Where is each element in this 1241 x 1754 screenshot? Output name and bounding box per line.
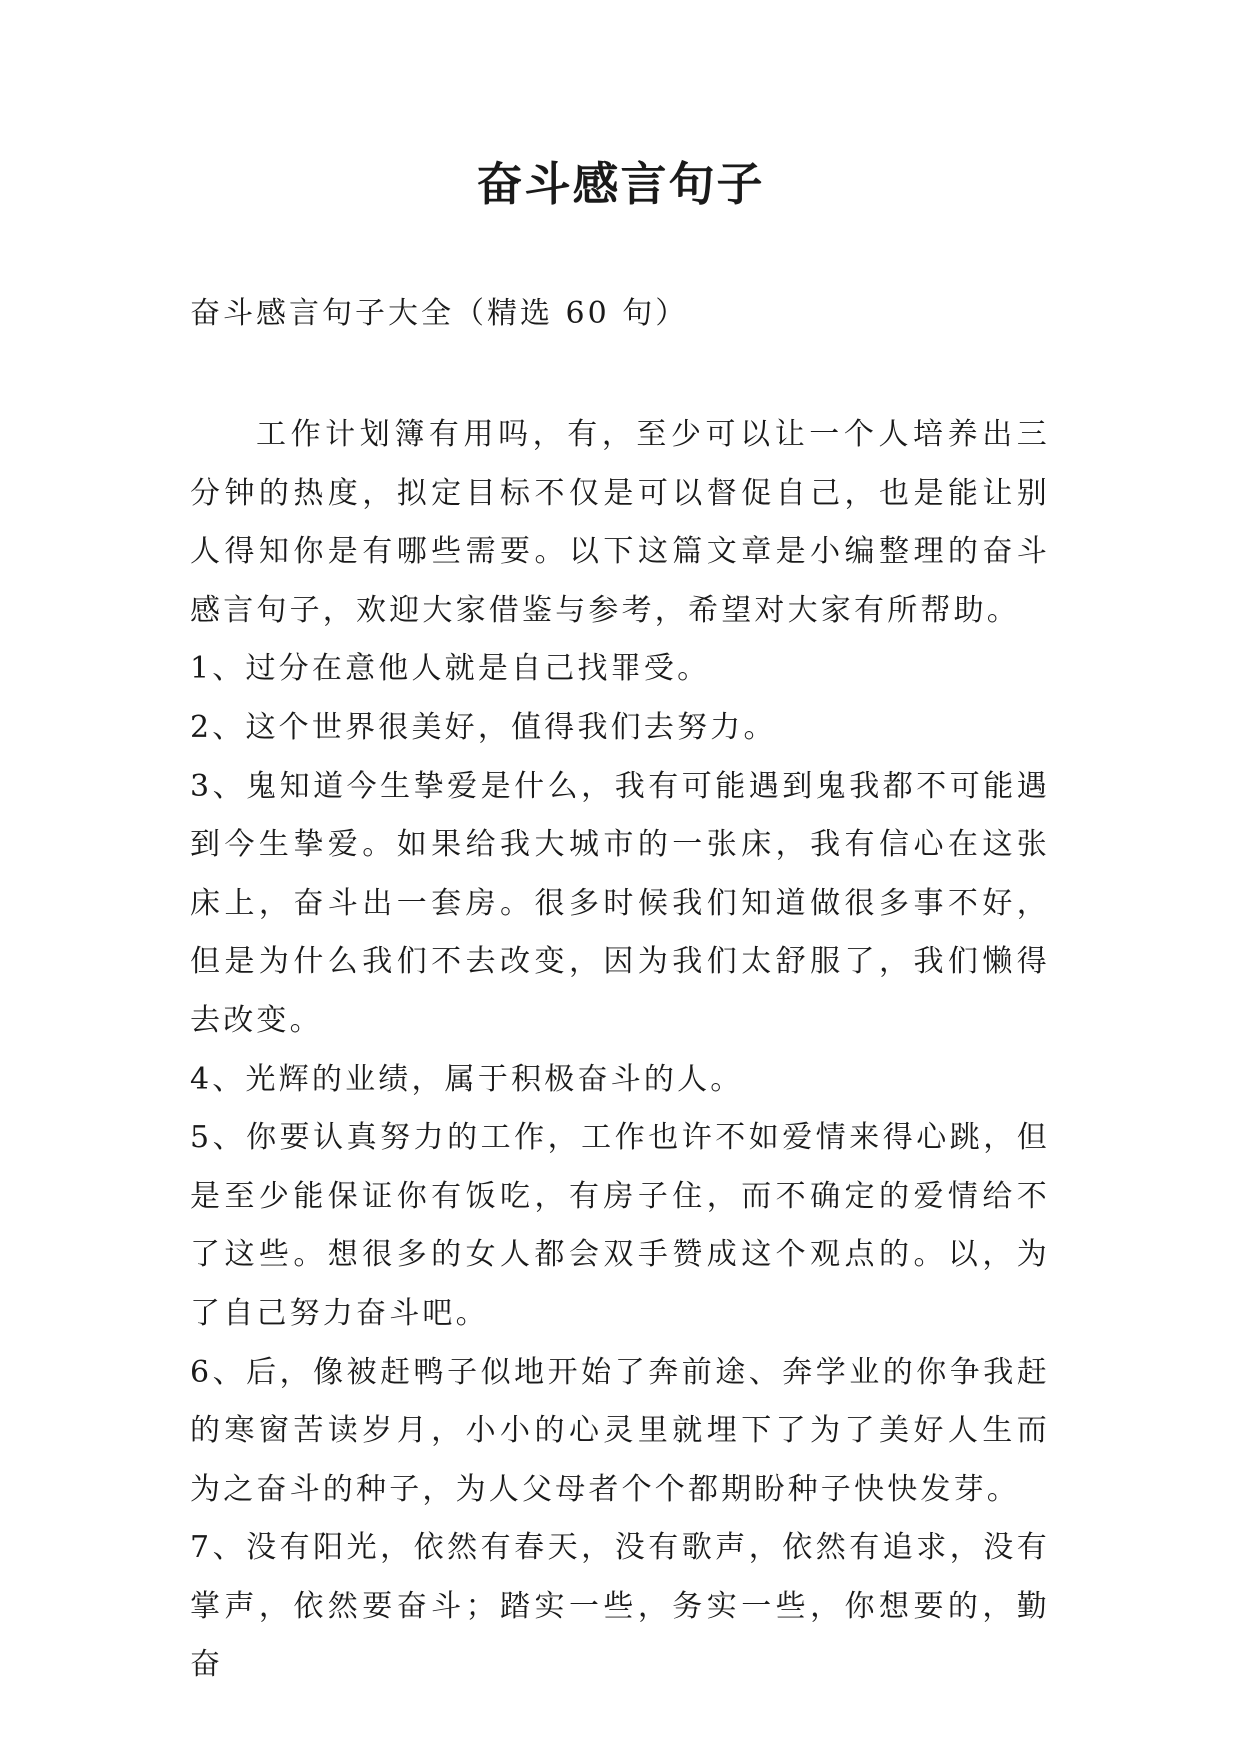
document-subtitle: 奋斗感言句子大全（精选 60 句） [190,296,689,331]
list-item: 1、过分在意他人就是自己找罪受。 [190,651,711,687]
list-item: 2、这个世界很美好，值得我们去努力。 [190,709,777,745]
list-item: 7、没有阳光，依然有春天，没有歌声，依然有追求，没有掌声，依然要奋斗；踏实一些，务实一些，你想要的，勤奋 [190,1530,1050,1683]
list-item: 3、鬼知道今生挚爱是什么，我有可能遇到鬼我都不可能遇到今生挚爱。如果给我大城市的一张床，我有信心在这张床上，奋斗出一套房。很多时候我们知道做很多事不好，但是为什么我们不去改变，因为我们太舒服了，我们懒得去改变。 [190,768,1050,1038]
list-item: 6、后，像被赶鸭子似地开始了奔前途、奔学业的你争我赶的寒窗苦读岁月，小小的心灵里就埋下了为了美好人生而为之奋斗的种子，为人父母者个个都期盼种子快快发芽。 [190,1354,1050,1507]
list-item: 4、光辉的业绩，属于积极奋斗的人。 [190,1061,744,1097]
list-item: 5、你要认真努力的工作，工作也许不如爱情来得心跳，但是至少能保证你有饭吃，有房子住，而不确定的爱情给不了这些。想很多的女人都会双手赞成这个观点的。以，为了自己努力奋斗吧。 [190,1120,1050,1331]
document-body [190,406,1050,1695]
intro-paragraph: 工作计划簿有用吗，有，至少可以让一个人培养出三分钟的热度，拟定目标不仅是可以督促自己，也是能让别人得知你是有哪些需要。以下这篇文章是小编整理的奋斗感言句子，欢迎大家借鉴与参考，希望对大家有所帮助。 [190,417,1050,628]
document-title: 奋斗感言句子 [476,157,765,211]
